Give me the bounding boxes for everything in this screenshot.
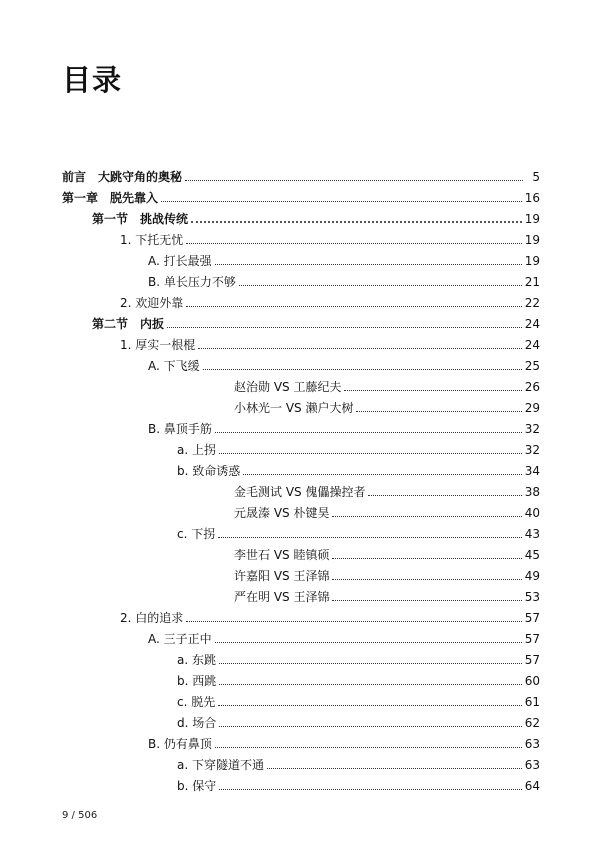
toc-entry[interactable] [120,226,540,247]
toc-entry-title: a. 下穿隧道不通 [177,758,264,772]
toc-entry-page: 45 [524,548,540,562]
toc-entry-page: 21 [524,275,540,289]
toc-entry-page: 53 [524,590,540,604]
toc-entry[interactable] [234,562,540,583]
toc-dot-leader [185,179,523,181]
toc-entry-title: 许嘉阳 VS 王泽锦 [234,569,330,583]
toc-dot-leader [215,746,522,748]
toc-entry-title: b. 西跳 [177,674,217,688]
toc-dot-leader [186,242,521,244]
toc-entry-page: 5 [532,170,540,184]
toc-entry[interactable] [177,688,540,709]
toc-entry-title: 第一章 脱先靠入 [62,191,159,205]
toc-entry-page: 63 [524,758,540,772]
toc-dot-leader [198,347,521,349]
toc-entry[interactable] [177,436,540,457]
toc-entry-title: 第一节 挑战传统 [92,212,189,226]
toc-dot-leader [332,599,521,601]
toc-entry-page: 38 [524,485,540,499]
toc-entry[interactable] [177,457,540,478]
toc-entry[interactable] [234,478,540,499]
toc-dot-leader [356,410,521,412]
toc-entry-page: 19 [524,233,540,247]
toc-entry[interactable] [177,646,540,667]
toc-entry[interactable] [234,499,540,520]
toc-entry-title: 小林光一 VS 濑户大树 [234,401,354,415]
toc-entry-page: 16 [524,191,540,205]
toc-entry-title: A. 打长最强 [148,254,212,268]
toc-dot-leader [203,368,522,370]
toc-dot-leader [218,704,521,706]
toc-entry[interactable] [148,415,540,436]
toc-entry-page: 61 [524,695,540,709]
toc-entry[interactable] [62,163,540,184]
toc-entry-title: 前言 大跳守角的奥秘 [62,170,183,184]
toc-entry-page: 57 [524,632,540,646]
toc-entry[interactable] [148,247,540,268]
toc-entry-page: 49 [524,569,540,583]
toc-entry-title: A. 下飞缓 [148,359,200,373]
toc-dot-leader [219,788,521,790]
toc-dot-leader [215,263,522,265]
toc-entry-title: B. 仍有鼻顶 [148,737,212,751]
toc-entry[interactable] [234,541,540,562]
toc-entry-page: 64 [524,779,540,793]
toc-dot-leader [332,578,521,580]
toc-entry[interactable] [62,184,540,205]
toc-entry-page: 24 [524,317,540,331]
toc-dot-leader [218,536,521,538]
page-title: 目录 [62,63,123,97]
toc-entry[interactable] [148,730,540,751]
toc-entry[interactable] [120,289,540,310]
toc-entry-page: 25 [524,359,540,373]
toc-entry-title: A. 三子正中 [148,632,212,646]
toc-entry-title: b. 保守 [177,779,217,793]
toc-entry[interactable] [120,331,540,352]
toc-dot-leader [186,305,521,307]
toc-entry-page: 63 [524,737,540,751]
toc-entry-page: 29 [524,401,540,415]
toc-dot-leader [191,220,522,223]
toc-entry-page: 57 [524,653,540,667]
toc-entry-title: B. 单长压力不够 [148,275,236,289]
toc-entry-page: 43 [524,527,540,541]
toc-entry-title: 1. 厚实一根棍 [120,338,196,352]
toc-entry[interactable] [177,709,540,730]
toc-dot-leader [239,284,522,286]
toc-entry-title: 2. 白的追求 [120,611,184,625]
toc-entry-page: 32 [524,443,540,457]
toc-entry-title: c. 下拐 [177,527,216,541]
toc-entry-title: 1. 下托无忧 [120,233,184,247]
toc-entry[interactable] [177,520,540,541]
toc-entry[interactable] [148,625,540,646]
toc-dot-leader [186,620,521,622]
toc-entry-page: 26 [524,380,540,394]
toc-dot-leader [219,683,521,685]
toc-entry-title: 金毛测试 VS 傀儡操控者 [234,485,366,499]
toc-dot-leader [215,431,522,433]
toc-dot-leader [219,452,522,454]
toc-entry[interactable] [92,205,540,226]
toc-entry-title: 赵治勋 VS 工藤纪夫 [234,380,342,394]
toc-entry[interactable] [177,772,540,793]
toc-entry-title: b. 致命诱惑 [177,464,241,478]
toc-dot-leader [215,641,522,643]
page-number: 9 / 506 [62,810,98,821]
toc-entry-page: 62 [524,716,540,730]
toc-dot-leader [161,200,522,202]
toc-entry[interactable] [177,667,540,688]
toc-entry[interactable] [234,394,540,415]
toc-entry-page: 40 [524,506,540,520]
toc-entry-page: 57 [524,611,540,625]
toc-entry-page: 19 [524,254,540,268]
toc-entry[interactable] [92,310,540,331]
toc-dot-leader [332,557,521,559]
toc-entry-title: a. 东跳 [177,653,216,667]
toc-entry-page: 24 [524,338,540,352]
toc-entry-title: 严在明 VS 王泽锦 [234,590,330,604]
toc-dot-leader [243,473,521,475]
toc-entry[interactable] [148,352,540,373]
toc-entry-title: B. 鼻顶手筋 [148,422,212,436]
toc-dot-leader [368,494,521,496]
toc-dot-leader [332,515,521,517]
toc-dot-leader [344,389,521,391]
toc-dot-leader [219,725,521,727]
toc-entry-title: 第二节 内扳 [92,317,165,331]
toc-entry[interactable] [177,751,540,772]
toc-dot-leader [267,767,522,769]
toc-entry-page: 19 [524,212,540,226]
toc-entry[interactable] [120,604,540,625]
toc-entry-title: d. 场合 [177,716,217,730]
toc-entry-page: 60 [524,674,540,688]
toc-entry-page: 32 [524,422,540,436]
toc-dot-leader [167,326,522,328]
toc-entry-title: c. 脱先 [177,695,216,709]
toc-entry-page: 22 [524,296,540,310]
toc-dot-leader [219,662,522,664]
toc-entry-title: 元晟溱 VS 朴键昊 [234,506,330,520]
toc-entry-page: 34 [524,464,540,478]
toc-entry[interactable] [234,583,540,604]
toc-entry-title: 李世石 VS 睦镇硕 [234,548,330,562]
toc-entry[interactable] [234,373,540,394]
toc-entry-title: 2. 欢迎外靠 [120,296,184,310]
toc-entry[interactable] [148,268,540,289]
toc-entry-title: a. 上拐 [177,443,216,457]
